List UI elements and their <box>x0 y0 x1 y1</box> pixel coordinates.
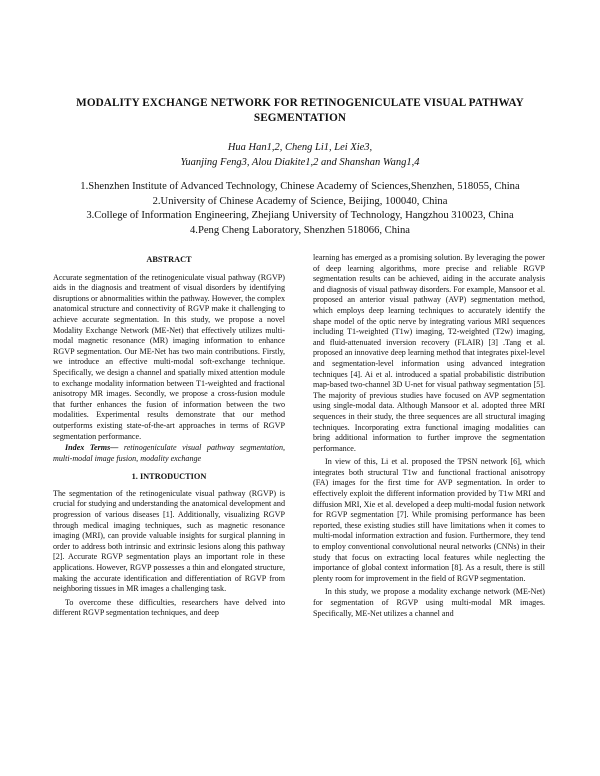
abstract-text: Accurate segmentation of the retinogeniculate visual pathway (RGVP) aids in the diagnosis and treatment of visual disorders by identifying disruptions or abnormalities within the pathway. However, the complex anatomical structure and connectivity of RGVP make it challenging to achieve accurate segmentation. In this study, we propose a novel Modality Exchange Network (ME-Net) that effectively utilizes multi-modal magnetic resonance (MR) imaging information to enhance RGVP segmentation. Our ME-Net has two main contributions. Firstly, we introduce an effective multi-modal soft-exchange technique. Specifically, we design a channel and spatially mixed attention module to exchange modality information between T1-weighted and fractional anisotropy MR images. Secondly, we propose a cross-fusion module that further enhances the fusion of information between the two modalities. Experimental results demonstrate that our method outperforms existing state-of-the-art approaches in terms of RGVP segmentation performance. <box>53 272 285 441</box>
affiliation-1: 1.Shenzhen Institute of Advanced Technology, Chinese Academy of Sciences,Shenzhen, 518055, China <box>80 181 520 192</box>
paper-title <box>60 96 540 126</box>
affiliation-list <box>20 180 580 238</box>
index-terms-label: Index Terms— <box>65 443 119 453</box>
right-paragraph-1: learning has emerged as a promising solution. By leveraging the power of deep learning algorithms, more precise and reliable RGVP segmentation results can be achieved, aiding in the accurate analysis and diagnosis of visual pathway disorders. For example, Mansoor et al. proposed an anterior visual pathway (AVP) segmentation method, which employs deep learning techniques to accurately identify the shape model of the optic nerve by integrating various MRI sequences including T1-weighted (T1w) imaging, T2-weighted (T2w) imaging, and fluid-attenuated inversion recovery (FLAIR) [3] .Tang et al. proposed an innovative deep learning method that integrates pixel-level and segmentation-level information using advanced integration techniques [4]. Ai et al. introduced a spatial probabilistic distribution map-based two-channel 3D U-net for visual pathway segmentation [5]. The majority of previous studies have focused on AVP segmentation using single-modal data. Although Mansoor et al. adopted three MRI sequences in their study, the three sequences are all structural imaging techniques. Incorporating extra functional imaging modalities can bring additional information to further improve the segmentation performance. <box>313 253 545 453</box>
index-terms <box>53 443 285 464</box>
left-column <box>53 255 285 619</box>
title-line-1: MODALITY EXCHANGE NETWORK FOR RETINOGENICULATE VISUAL PATHWAY <box>76 97 524 109</box>
index-terms-text: retinogeniculate visual pathway segmentation, multi-modal image fusion, modality exchange <box>53 443 286 463</box>
authors-line-1: Hua Han1,2, Cheng Li1, Lei Xie3, <box>227 142 373 153</box>
right-paragraph-3: In this study, we propose a modality exchange network (ME-Net) for segmentation of RGVP using multi-modal MR images. Specifically, ME-Net utilizes a channel and <box>313 587 545 618</box>
affiliation-2: 2.University of Chinese Academy of Science, Beijing, 100040, China <box>152 195 448 207</box>
right-column <box>313 253 545 619</box>
affiliation-3: 3.College of Information Engineering, Zhejiang University of Technology, Hangzhou 310023, China <box>86 210 514 221</box>
right-paragraph-2: In view of this, Li et al. proposed the TPSN network [6], which integrates both structural T1w and functional fractional anisotropy (FA) images for the first time for AVP segmentation. In order to effectively exploit the different information provided by T1w MRI and diffusion MRI, Xie et al. developed a deep multi-modal fusion network for RGVP segmentation [7]. While promising performance has been reported, these existing studies still have limitations when it comes to multi-modal information extraction and fusion. Furthermore, they tend to employ conventional convolutional neural networks (CNNs) in their study that focus on extracting local features while neglecting the importance of global context information [8]. As a result, there is still plenty room for improvement in the field of RGVP segmentation. <box>313 457 545 583</box>
authors-line-2: Yuanjing Feng3, Alou Diakite1,2 and Shanshan Wang1,4 <box>180 157 420 168</box>
intro-paragraph-1: The segmentation of the retinogeniculate visual pathway (RGVP) is crucial for studying and understanding the anatomical development and progression of various diseases [1]. Additionally, visualizing RGVP through medical imaging techniques, such as magnetic resonance imaging (MRI), can provide valuable insights for surgical planning in order to address both intrinsic and extrinsic lesions along this pathway [2]. Accurate RGVP segmentation plays an important role in these applications. However, RGVP possesses a thin and elongated structure, making the accurate identification and differentiation of RGVP from neighboring tissues in MR images a challenging task. <box>53 488 285 594</box>
introduction-heading: 1. INTRODUCTION <box>131 472 207 482</box>
author-list <box>60 140 540 170</box>
affiliation-4: 4.Peng Cheng Laboratory, Shenzhen 518066, China <box>190 224 410 236</box>
intro-paragraph-2: To overcome these difficulties, researchers have delved into different RGVP segmentation techniques, and deep <box>53 597 285 618</box>
title-line-2: SEGMENTATION <box>253 112 347 124</box>
abstract-heading: ABSTRACT <box>146 255 192 264</box>
